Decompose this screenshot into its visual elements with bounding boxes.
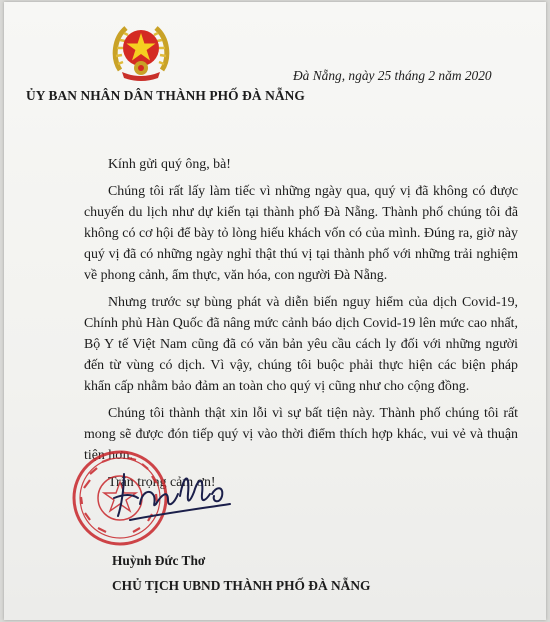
signer-name: Huỳnh Đức Thơ bbox=[112, 553, 206, 568]
paragraph-2: Nhưng trước sự bùng phát và diễn biến nguy hiểm của dịch Covid-19, Chính phủ Hàn Quốc đã nâng mức cảnh báo dịch Covid-19 lên mức cao nhất, Bộ Y tế Việt Nam cũng đã có văn bản yêu cầu cách ly đối với những người đến từ vùng có dịch. Vì vậy, chúng tôi buộc phải thực hiện các biện pháp khẩn cấp nhằm bảo đảm an toàn cho quý vị cũng như cho cộng đồng. bbox=[84, 295, 518, 394]
closing-line: Trân trọng cảm ơn! bbox=[108, 475, 216, 490]
letter-page bbox=[4, 2, 546, 620]
issuing-organization: ỦY BAN NHÂN DÂN THÀNH PHỐ ĐÀ NẴNG bbox=[26, 88, 305, 103]
greeting: Kính gửi quý ông, bà! bbox=[108, 157, 231, 172]
date-line: Đà Nẵng, ngày 25 tháng 2 năm 2020 bbox=[293, 68, 492, 83]
paragraph-3: Chúng tôi thành thật xin lỗi vì sự bất tiện này. Thành phố chúng tôi rất mong sẽ được đón tiếp quý vị vào thời điểm thích hợp khác, vui vẻ và thuận tiện hơn. bbox=[84, 406, 518, 463]
vietnam-national-emblem-icon bbox=[112, 20, 170, 82]
handwritten-signature-icon bbox=[110, 464, 240, 524]
paragraph-1: Chúng tôi rất lấy làm tiếc vì những ngày qua, quý vị đã không có được chuyến du lịch như dự kiến tại thành phố Đà Nẵng. Thành phố chúng tôi đã không có cơ hội để bày tỏ lòng hiếu khách vốn có của mình. Đúng ra, giờ này quý vị đã có những ngày nghỉ thật thú vị tại thành phố với những trải nghiệm về phong cảnh, ẩm thực, văn hóa, con người Đà Nẵng. bbox=[84, 184, 518, 283]
signer-title: CHỦ TỊCH UBND THÀNH PHỐ ĐÀ NẴNG bbox=[112, 578, 371, 593]
